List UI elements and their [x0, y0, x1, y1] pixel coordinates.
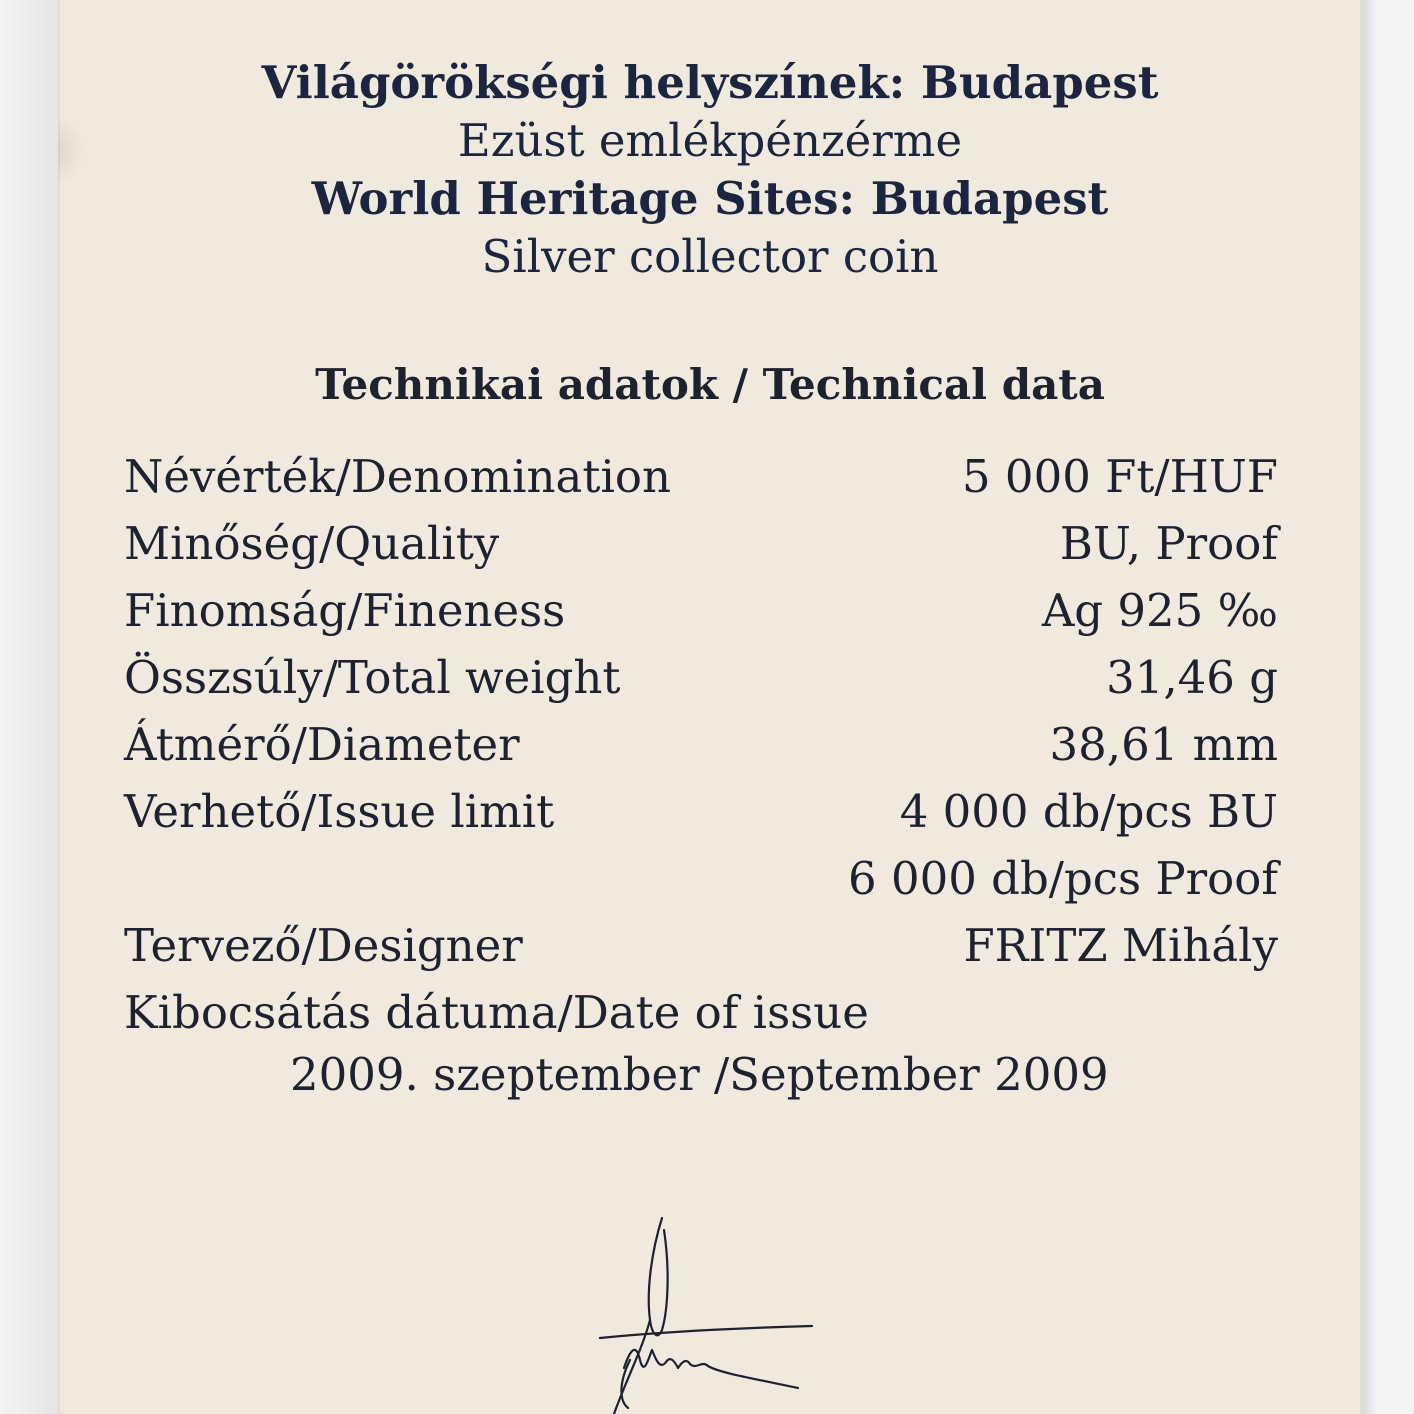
- background-left: [0, 0, 58, 1414]
- signature-icon: [590, 1210, 820, 1414]
- issue-limit-proof-value: 6 000 db/pcs Proof: [848, 852, 1278, 905]
- date-of-issue-label: Kibocsátás dátuma/Date of issue: [124, 986, 869, 1039]
- title-hungarian: Világörökségi helyszínek: Budapest: [261, 56, 1159, 109]
- denomination-value: 5 000 Ft/HUF: [962, 450, 1278, 503]
- denomination-label: Névérték/Denomination: [124, 450, 671, 503]
- issue-limit-label: Verhető/Issue limit: [124, 785, 555, 838]
- designer-value: FRITZ Mihály: [963, 919, 1278, 972]
- quality-label: Minőség/Quality: [124, 517, 500, 570]
- title-english: World Heritage Sites: Budapest: [311, 172, 1109, 225]
- quality-value: BU, Proof: [1059, 517, 1278, 570]
- background-right: [1362, 0, 1414, 1414]
- subtitle-hungarian: Ezüst emlékpénzérme: [457, 114, 963, 167]
- fineness-label: Finomság/Fineness: [124, 584, 566, 637]
- fineness-value: Ag 925 ‰: [1041, 584, 1278, 637]
- diameter-label: Átmérő/Diameter: [124, 718, 520, 771]
- total-weight-value: 31,46 g: [1106, 651, 1278, 704]
- date-of-issue-value: 2009. szeptember /September 2009: [290, 1048, 1109, 1101]
- diameter-value: 38,61 mm: [1049, 718, 1278, 771]
- issue-limit-bu-value: 4 000 db/pcs BU: [899, 785, 1278, 838]
- designer-label: Tervező/Designer: [124, 919, 523, 972]
- technical-data-heading: Technikai adatok / Technical data: [315, 360, 1105, 409]
- total-weight-label: Összsúly/Total weight: [124, 651, 621, 704]
- subtitle-english: Silver collector coin: [481, 230, 939, 283]
